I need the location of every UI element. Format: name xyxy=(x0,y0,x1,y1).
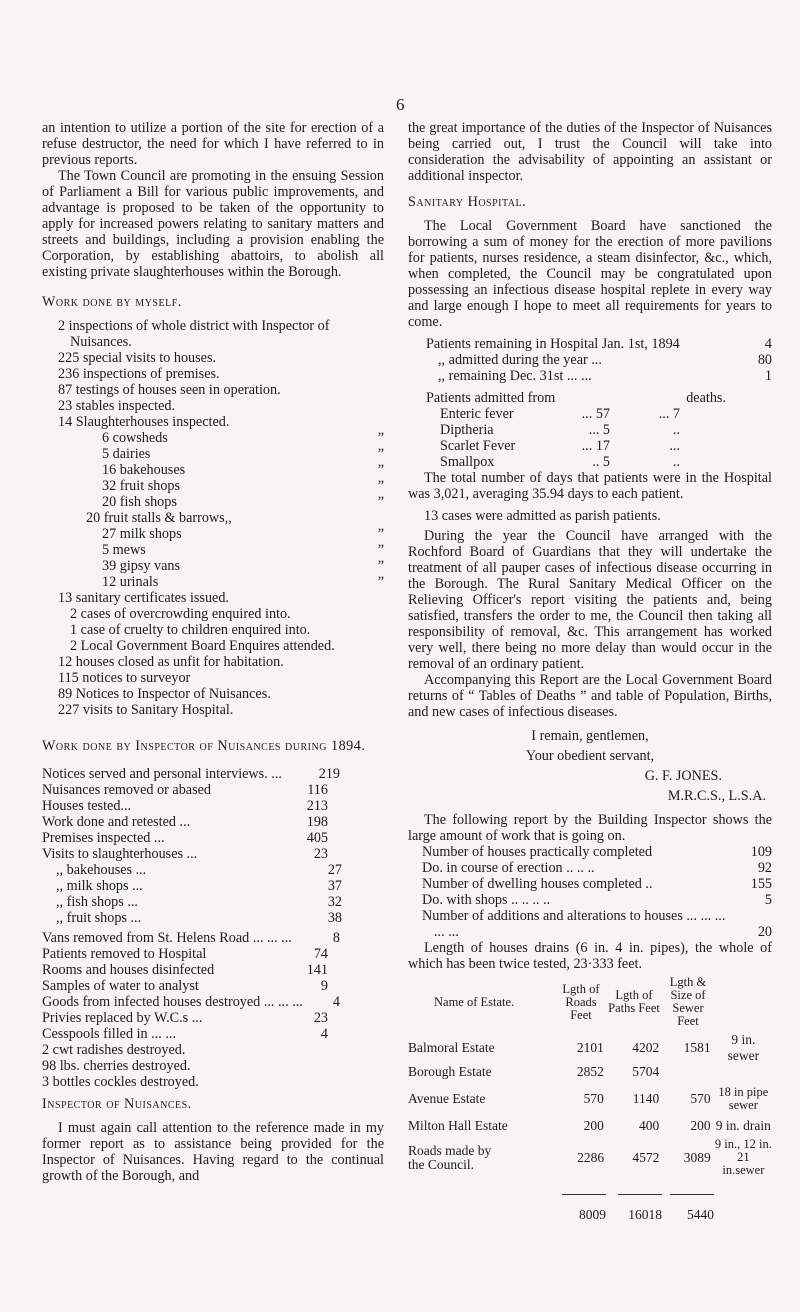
table-row: Rooms and houses disinfected 141 xyxy=(42,962,328,978)
sub-item: 5 mews ” xyxy=(102,542,384,558)
table-row: Houses tested... 213 xyxy=(42,798,328,814)
table-row: Roads made by the Council. 2286 4572 3089 9 in., 12 in. 21 in.sewer xyxy=(408,1137,772,1177)
table-row: Patients removed to Hospital 74 xyxy=(42,946,328,962)
work-item: 2 inspections of whole district with Inspector of Nuisances. xyxy=(58,318,330,350)
table-row: Do. in course of erection .. .. .. 92 xyxy=(422,860,772,876)
totals-row: 8009 16018 5440 xyxy=(579,1207,714,1222)
right-paragraph-5: During the year the Council have arranged with the Rochford Board of Guardians that they will undertake the treatment of all pauper cases of infectious disease occurring in the Borough. The Rural Sanitary Medical Officer on the Relieving Officer's report visiting the patients and, being satisfied, transfers the order to me, the Council then taking all responsibility of removal, &c. This arrangement has worked very well, there being no more delay than would occur in the removal of an ordinary patient. xyxy=(408,528,772,672)
signature-qualifications: M.R.C.S., L.S.A. xyxy=(667,788,766,804)
table-row: Milton Hall Estate 200 400 200 9 in. drain xyxy=(408,1118,771,1133)
table-row: Notices served and personal interviews. ... 219 xyxy=(42,766,340,782)
table-row: Do. with shops .. .. .. .. 5 xyxy=(422,892,772,908)
destroyed-item: 98 lbs. cherries destroyed. xyxy=(42,1058,191,1074)
right-paragraph-8: Length of houses drains (6 in. 4 in. pipes), the whole of which has been twice tested, 23·333 feet. xyxy=(408,940,772,972)
table-row: Cesspools filled in ... ... 4 xyxy=(42,1026,328,1042)
table-row: Diptheria ... 5 .. xyxy=(440,422,680,438)
table-row: Smallpox .. 5 .. xyxy=(440,454,680,470)
work-item: 1 case of cruelty to children enquired into. xyxy=(70,622,311,638)
table-row: Goods from infected houses destroyed ... ... ... 4 xyxy=(42,994,340,1010)
sub-item: 12 urinals ” xyxy=(102,574,384,590)
sub-item: 39 gipsy vans ” xyxy=(102,558,384,574)
inspector-heading: Inspector of Nuisances. xyxy=(42,1096,192,1112)
destroyed-item: 3 bottles cockles destroyed. xyxy=(42,1074,199,1090)
table-row: Balmoral Estate 2101 4202 1581 9 in. sewer xyxy=(408,1032,760,1063)
sub-item: 16 bakehouses ” xyxy=(102,462,384,478)
sub-item: 5 dairies ” xyxy=(102,446,384,462)
estates-table xyxy=(408,976,772,1223)
sub-item: 32 fruit shops ” xyxy=(102,478,384,494)
table-row: ,, milk shops ... 37 xyxy=(56,878,342,894)
right-paragraph-6: Accompanying this Report are the Local Government Board returns of “ Tables of Deaths ” and table of Population, Births, and new cases of infectious diseases. xyxy=(408,672,772,720)
cases-table xyxy=(408,406,740,470)
work-item: 13 sanitary certificates issued. xyxy=(58,590,229,606)
table-row: ,, fish shops ... 32 xyxy=(56,894,342,910)
inspected-sublist-2 xyxy=(58,526,384,590)
signature-name: G. F. JONES. xyxy=(644,768,722,784)
hospital-heading: Sanitary Hospital. xyxy=(408,194,527,210)
work-item: 23 stables inspected. xyxy=(58,398,176,414)
table-row: ,, fruit shops ... 38 xyxy=(56,910,342,926)
cases-header: Patients admitted from deaths. xyxy=(426,390,726,406)
work-heading: Work done by myself. xyxy=(42,294,182,310)
table-row: Nuisances removed or abased 116 xyxy=(42,782,328,798)
left-column xyxy=(42,120,384,1184)
rule-line xyxy=(618,1194,662,1195)
work-item: 12 houses closed as unfit for habitation. xyxy=(58,654,284,670)
table-row: Work done and retested ... 198 xyxy=(42,814,328,830)
work-item: 115 notices to surveyor xyxy=(58,670,191,686)
building-table xyxy=(408,844,772,940)
table-row: Samples of water to analyst 9 xyxy=(42,978,328,994)
inspected-sublist xyxy=(58,430,384,510)
rule-line xyxy=(562,1194,606,1195)
page-number: 6 xyxy=(396,95,405,114)
right-paragraph-1: the great importance of the duties of the Inspector of Nuisances being carried out, I trust the Council will take into consideration the advisability of appointing an assistant or additional inspector. xyxy=(408,120,772,184)
table-row: Borough Estate 2852 5704 xyxy=(408,1064,660,1079)
right-paragraph-2: The Local Government Board have sanctioned the borrowing a sum of money for the erection of more pavilions for patients, nurses residence, a steam disinfector, &c., which, when completed, the Council may be congratulated upon possessing an infectious disease hospital replete in every way and large enough I hope to meet all requirements for years to come. xyxy=(408,218,772,330)
inspector-table xyxy=(42,766,384,1042)
right-paragraph-4: 13 cases were admitted as parish patients. xyxy=(424,508,661,524)
stat-row: Patients remaining in Hospital Jan. 1st, 1894 4 xyxy=(426,336,772,352)
stat-row: ,, admitted during the year ... 80 xyxy=(438,352,772,368)
stat-row: ,, remaining Dec. 31st ... ... 1 xyxy=(438,368,772,384)
work-item: 2 Local Government Board Enquires attended. xyxy=(70,638,335,654)
inspector-work-heading: Work done by Inspector of Nuisances during 1894. xyxy=(42,738,366,754)
table-header: Name of Estate. Lgth of Roads Feet Lgth of Paths Feet Lgth & Size of Sewer Feet xyxy=(434,975,707,1028)
table-row: Scarlet Fever ... 17 ... xyxy=(440,438,680,454)
signoff-line-1: I remain, gentlemen, xyxy=(531,728,649,744)
work-item: 225 special visits to houses. xyxy=(58,350,217,366)
sub-item: 6 cowsheds ” xyxy=(102,430,384,446)
table-row: ,, bakehouses ... 27 xyxy=(56,862,342,878)
table-row: Avenue Estate 570 1140 570 18 in pipe sewer xyxy=(408,1085,769,1112)
intro-paragraph-2: The Town Council are promoting in the ensuing Session of Parliament a Bill for various public improvements, and advantage is proposed to be taken of the opportunity to apply for increased powers relating to sanitary matters and streets and buildings, including a provision enabling the Corporation, by establishing abattoirs, to abolish all existing private slaughterhouses within the Borough. xyxy=(42,168,384,280)
work-item: 14 Slaughterhouses inspected. xyxy=(58,414,230,430)
patients-stats xyxy=(408,336,772,384)
work-item: 227 visits to Sanitary Hospital. xyxy=(58,702,234,718)
table-row: Number of additions and alterations to houses ... ... ... ... ... 20 xyxy=(422,908,772,940)
work-item: 87 testings of houses seen in operation. xyxy=(58,382,281,398)
rule-line xyxy=(670,1194,714,1195)
work-item: 89 Notices to Inspector of Nuisances. xyxy=(58,686,271,702)
signoff-line-2: Your obedient servant, xyxy=(525,748,655,764)
right-paragraph-3: The total number of days that patients were in the Hospital was 3,021, averaging 35.94 days to each patient. xyxy=(408,470,772,502)
work-list xyxy=(42,318,384,718)
table-row: Premises inspected ... 405 xyxy=(42,830,328,846)
intro-paragraph-1: an intention to utilize a portion of the site for erection of a refuse destructor, the need for which I have referred to in previous reports. xyxy=(42,120,384,168)
closing-paragraph: I must again call attention to the reference made in my former report as to assistance being provided for the Inspector of Nuisances. Having regard to the continual growth of the Borough, and xyxy=(42,1120,384,1184)
total-rules xyxy=(408,1183,772,1199)
work-item: 236 inspections of premises. xyxy=(58,366,220,382)
right-column xyxy=(408,120,772,1223)
table-row: Privies replaced by W.C.s ... 23 xyxy=(42,1010,328,1026)
work-item: 2 cases of overcrowding enquired into. xyxy=(70,606,291,622)
sub-item: 27 milk shops ” xyxy=(102,526,384,542)
sub-item: 20 fish shops ” xyxy=(102,494,384,510)
table-row: Enteric fever ... 57 ... 7 xyxy=(440,406,680,422)
table-row: Vans removed from St. Helens Road ... ... ... 8 xyxy=(42,930,340,946)
table-row: Number of dwelling houses completed .. 155 xyxy=(422,876,772,892)
table-row: Number of houses practically completed 109 xyxy=(422,844,772,860)
fruit-stalls-item: 20 fruit stalls & barrows,, xyxy=(86,510,232,526)
table-row: Visits to slaughterhouses ... 23 xyxy=(42,846,328,862)
destroyed-item: 2 cwt radishes destroyed. xyxy=(42,1042,186,1058)
right-paragraph-7: The following report by the Building Inspector shows the large amount of work that is going on. xyxy=(408,812,772,844)
